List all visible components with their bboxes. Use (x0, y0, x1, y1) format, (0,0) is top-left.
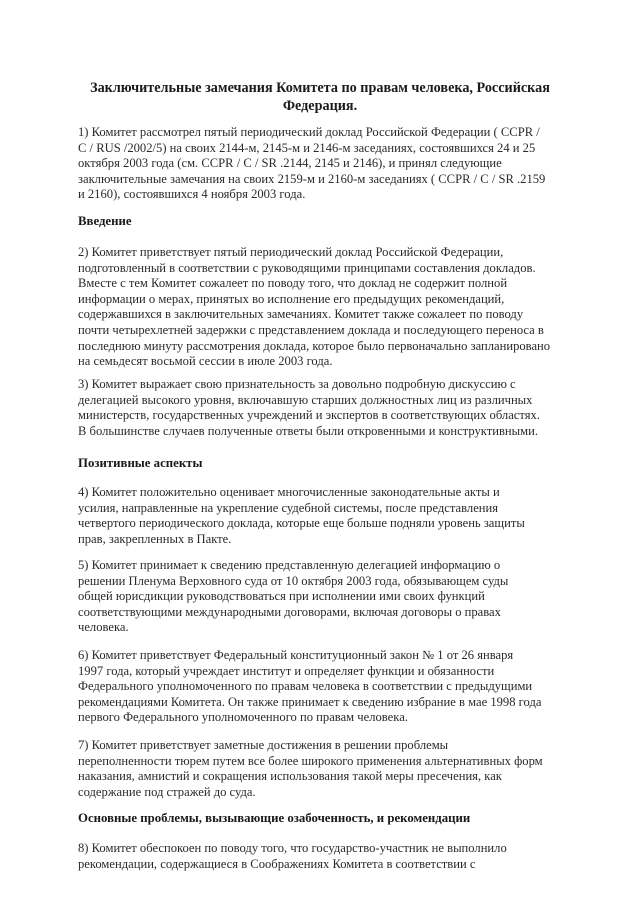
text-line: усилия, направленные на укрепление судебной системы, после представления (78, 500, 499, 515)
text-line: заключительные замечания на своих 2159-м и 2160-м заседаниях ( CCPR / C / SR .2159 (78, 171, 546, 186)
text-line: В большинстве случаев полученные ответы были откровенными и конструктивными. (78, 423, 538, 438)
text-line: 6) Комитет приветствует Федеральный конституционный закон № 1 от 26 января (78, 648, 514, 662)
text-line: делегацией высокого уровня, включавшую старших должностных лиц из различных (78, 392, 533, 407)
text-line: октября 2003 года (см. CCPR / C / SR .2144, 2145 и 2146), и принял следующие (78, 156, 502, 171)
paragraph-2 (78, 245, 578, 370)
paragraph-7 (78, 738, 578, 800)
text-line: содержавшихся в заключительных замечаниях. Комитет также сожалеет по поводу (78, 307, 524, 322)
title-line: Федерация. (282, 98, 358, 114)
text-line: наказания, амнистий и сокращения использования такой меры пресечения, как (78, 769, 502, 784)
text-line: 5) Комитет принимает к сведению представленную делегацией информацию о (78, 558, 501, 572)
text-line: рекомендациями Комитета. Он также принимает к сведению избрание в мае 1998 года (78, 694, 542, 709)
text-line: информации о мерах, принятых во исполнение его предыдущих рекомендаций, (78, 291, 505, 306)
text-line: 7) Комитет приветствует заметные достижения в решении проблемы (78, 738, 449, 752)
paragraph-5 (78, 558, 578, 636)
paragraph-8 (78, 841, 578, 872)
text-line: и 2160), состоявшихся 4 ноября 2003 года. (78, 187, 306, 202)
text-line: на семьдесят восьмой сессии в июле 2003 года. (78, 354, 333, 369)
text-line: общей юрисдикции руководствоваться при исполнении ими своих функций (78, 589, 485, 604)
paragraph-3 (78, 377, 578, 439)
text-line: 8) Комитет обеспокоен по поводу того, что государство-участник не выполнило (78, 841, 507, 855)
section-heading-positive-aspects: Позитивные аспекты (78, 456, 203, 470)
text-line: первого Федерального уполномоченного по правам человека. (78, 710, 408, 725)
text-line: содержание под стражей до суда. (78, 784, 256, 799)
text-line: 1) Комитет рассмотрел пятый периодический доклад Российской Федерации ( CCPR / (78, 125, 540, 139)
text-line: человека. (78, 620, 129, 635)
text-line: прав, закрепленных в Пакте. (78, 531, 232, 546)
text-line: почти четырехлетней задержки с представлением доклада и последующего переноса в (78, 322, 544, 337)
text-line: Федерального уполномоченного по правам человека в соответствии с предыдущими (78, 679, 533, 694)
section-heading-concerns-recommendations: Основные проблемы, вызывающие озабоченность, и рекомендации (78, 811, 471, 825)
text-line: подготовленный в соответствии с руководящими принципами составления докладов. (78, 260, 536, 275)
text-line: переполненности тюрем путем все более широкого применения альтернативных форм (78, 753, 543, 768)
paragraph-6 (78, 648, 578, 726)
text-line: Вместе с тем Комитет сожалеет по поводу того, что доклад не содержит полной (78, 276, 508, 291)
title-line: Заключительные замечания Комитета по правам человека, Российская (90, 80, 550, 96)
paragraph-1 (78, 125, 578, 203)
document-title (70, 79, 570, 115)
text-line: четвертого периодического доклада, которые еще больше подняли уровень защиты (78, 516, 525, 531)
text-line: рекомендации, содержащиеся в Соображениях Комитета в соответствии с (78, 856, 476, 871)
text-line: C / RUS /2002/5) на своих 2144-м, 2145-м и 2146-м заседаниях, состоявшихся 24 и 25 (78, 140, 536, 155)
text-line: министерств, государственных учреждений и экспертов в соответствующих областях. (78, 408, 540, 423)
text-line: 1997 года, который учреждает институт и определяет функции и обязанности (78, 663, 495, 678)
paragraph-4 (78, 485, 578, 547)
text-line: 4) Комитет положительно оценивает многочисленные законодательные акты и (78, 485, 500, 499)
text-line: решении Пленума Верховного суда от 10 октября 2003 года, обязывающем суды (78, 573, 509, 588)
text-line: 2) Комитет приветствует пятый периодический доклад Российской Федерации, (78, 245, 504, 259)
text-line: последнюю минуту рассмотрения доклада, которое было первоначально запланировано (78, 338, 551, 353)
text-line: 3) Комитет выражает свою признательность за довольно подробную дискуссию с (78, 377, 516, 391)
section-heading-introduction: Введение (78, 214, 132, 228)
text-line: соответствующими международными договорами, включая договоры о правах (78, 604, 501, 619)
